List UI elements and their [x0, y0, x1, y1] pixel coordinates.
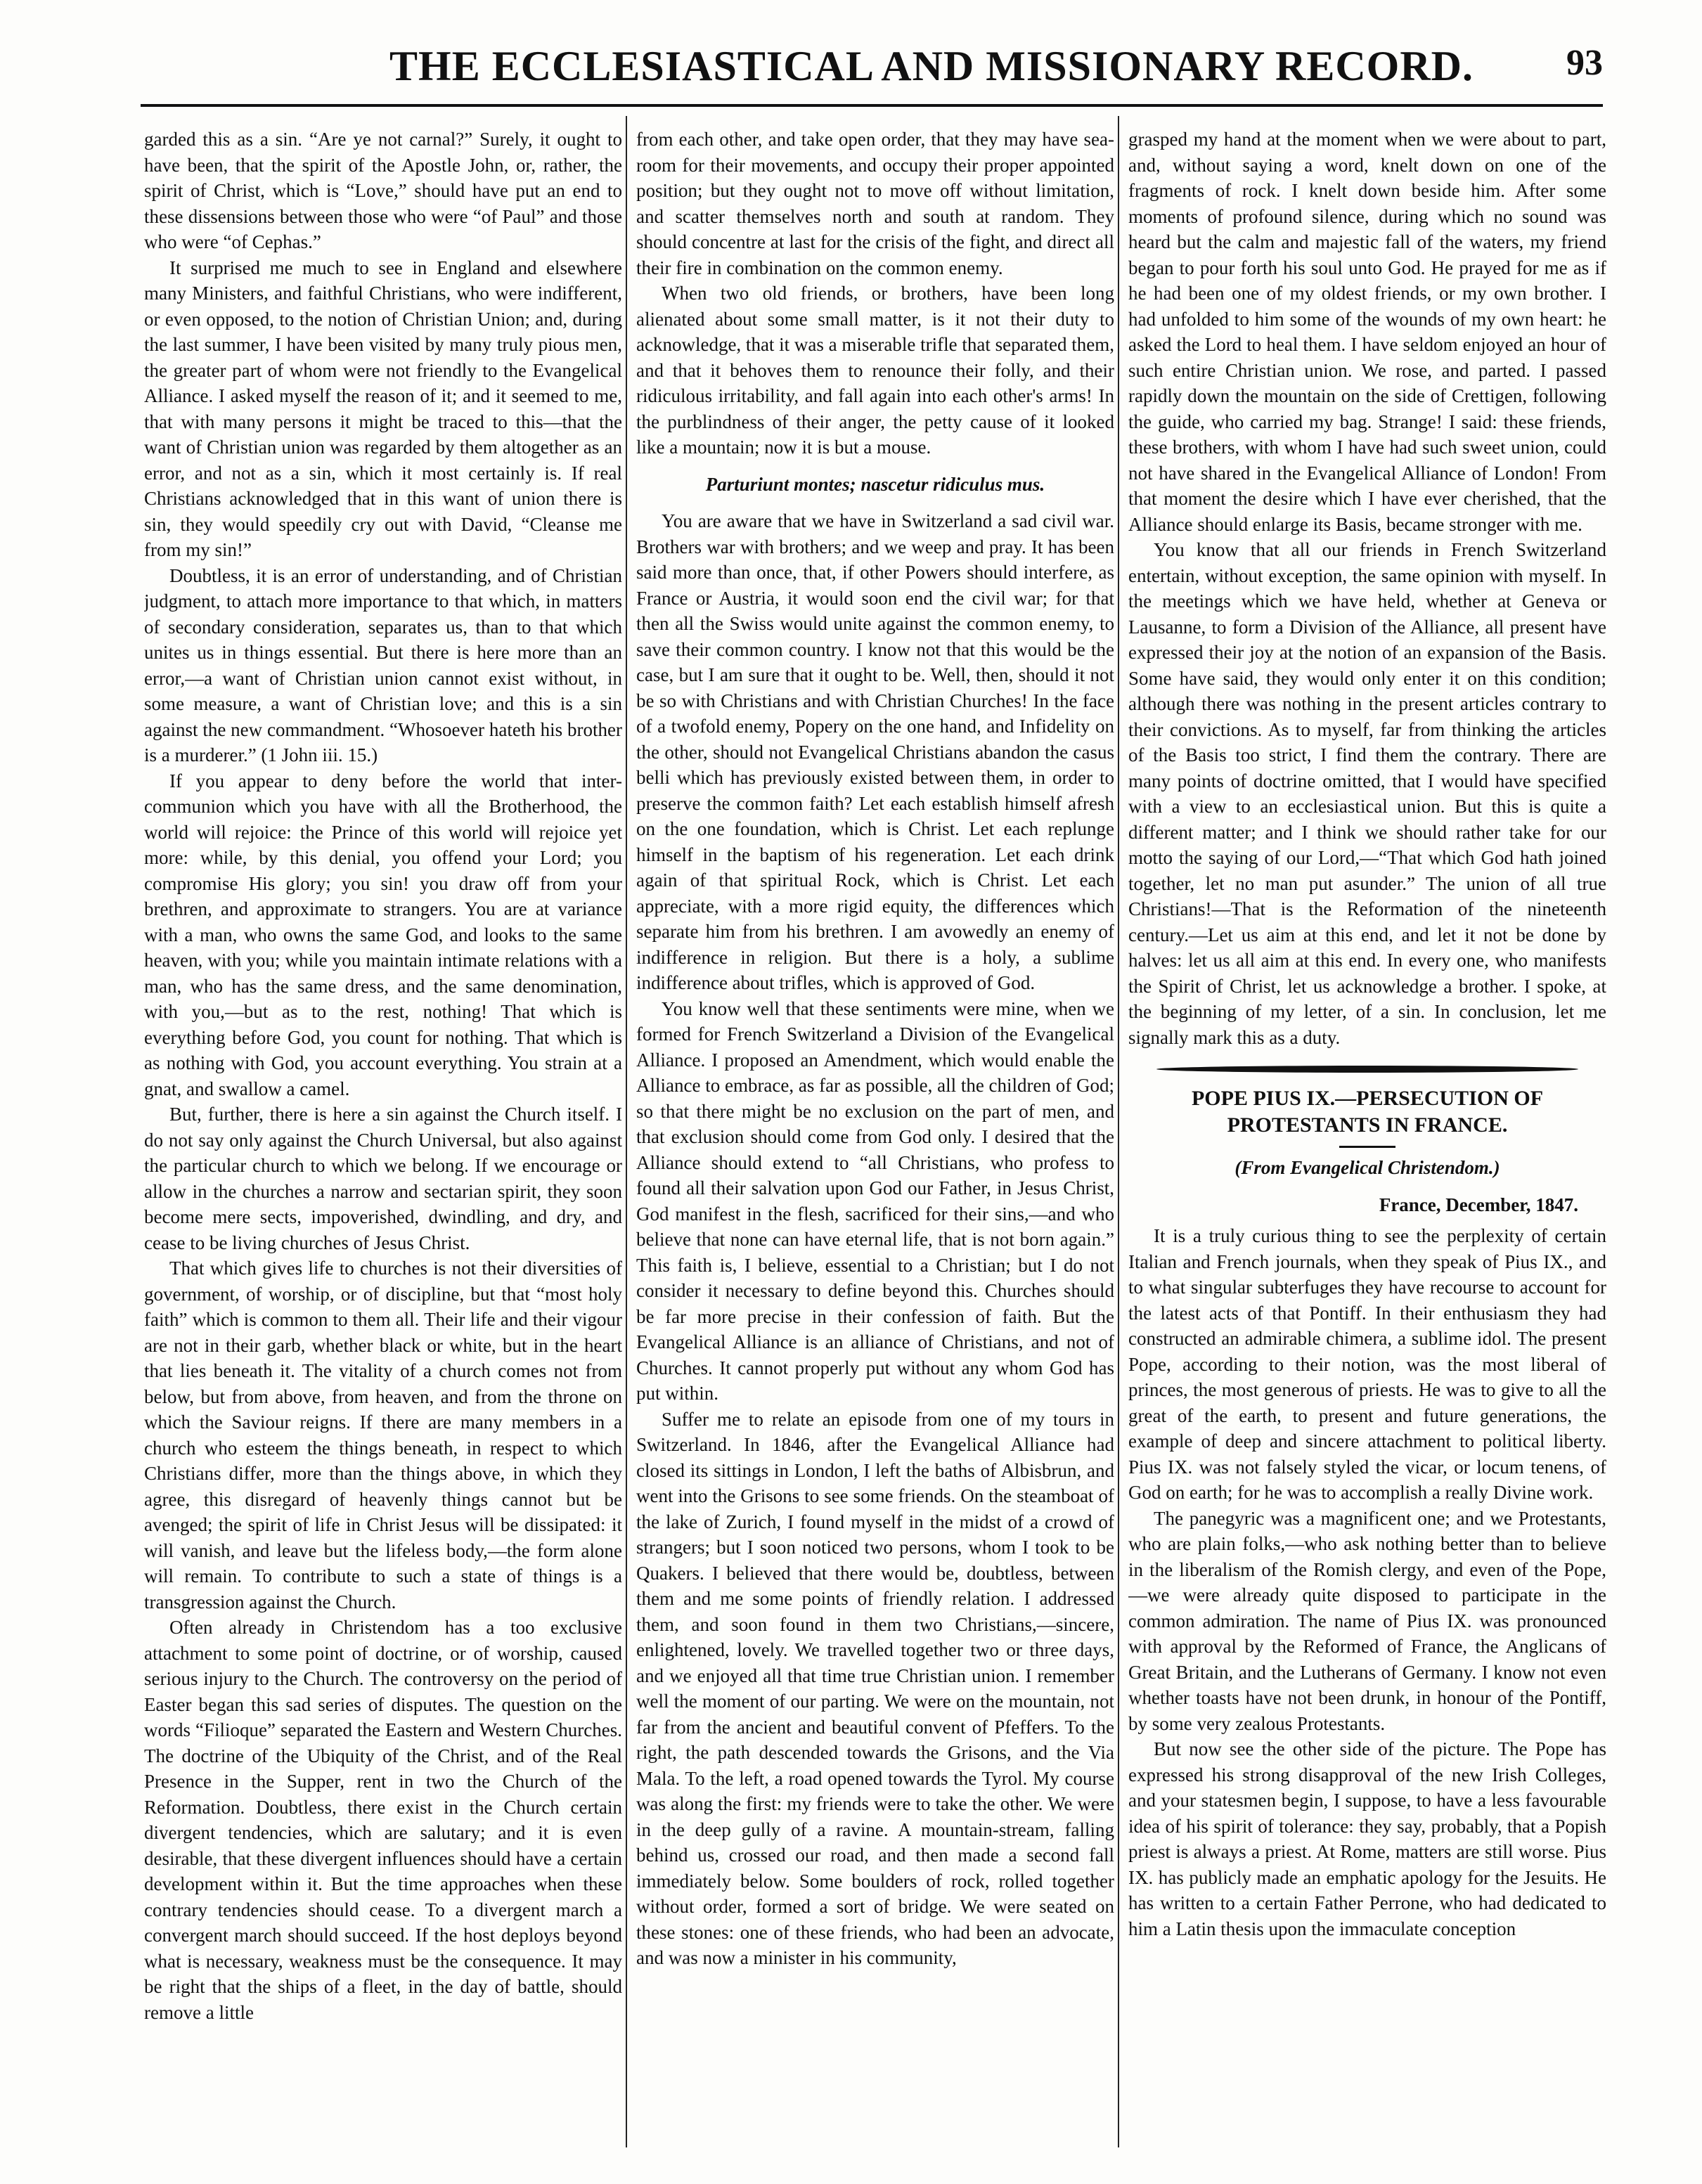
paragraph: It surprised me much to see in England and elsewhere many Ministers, and faithful Christians, who were indifferent, or even opposed, to the notion of Christian Union; and, during the last summer, I have been visited by many truly pious men, the greater part of whom were not friendly to the Evangelical Alliance. I asked myself the reason of it; and it seemed to me, that with many persons it might be traced to this—that the want of Christian union was regarded by them altogether as an error, and not as a sin, which it most certainly is. If real Christians acknowledged that in this want of union there is sin, they would speedily cry out with David, “Cleanse me from my sin!”: [144, 257, 622, 560]
paragraph: Often already in Christendom has a too exclusive attachment to some point of doctrine, or of worship, caused serious injury to the Church. The controversy on the period of Easter began this sad series of disputes. The question on the words “Filioque” separated the Eastern and Western Churches. The doctrine of the Ubiquity of the Christ, and of the Real Presence in the Supper, rent in two the Church of the Reformation. Doubtless, there exist in the Church certain divergent tendencies, which are salutary; and it is even desirable, that these divergent influences should have a certain development within it. But the time approaches when these contrary tendencies should cease. To a divergent march a convergent march should succeed. If the host deploys beyond what is necessary, weakness must be the consequence. It may be right that the ships of a fleet, in the day of battle, should remove a little: [144, 1617, 622, 2023]
paragraph: You know well that these sentiments were mine, when we formed for French Switzerland a Division of the Evangelical Alliance. I proposed an Amendment, which would enable the Alliance to embrace, as far as possible, all the children of God; so that there might be no exclusion on the part of men, and that exclusion should come from God only. I desired that the Alliance should extend to “all Christians, who profess to found all their salvation upon God our Father, in Jesus Christ, God manifest in the flesh, sacrificed for their sins,—and who believe that none can have eternal life, that is not born again.” This faith is, I believe, essential to a Christian; but I do not consider it necessary to define beyond this. Churches should be far more precise in their confession of faith. But the Evangelical Alliance is an alliance of Christians, and not of Churches. It cannot properly put without any whom God has put within.: [636, 997, 1114, 1404]
paragraph: Doubtless, it is an error of understanding, and of Christian judgment, to attach more importance to that which, in matters of secondary consideration, separates us, than to that which unites us in things essential. But there is here more than an error,—a want of Christian union cannot exist without, in some measure, a want of Christian love; and this is a sin against the new commandment. “Whosoever hateth his brother is a murderer.” (1 John iii. 15.): [144, 564, 622, 765]
page-number: 93: [1566, 43, 1603, 83]
paragraph: The panegyric was a magnificent one; and we Protestants, who are plain folks,—who ask nothing better than to believe in the liberalism of the Romish clergy, and even of the Pope,—we were already quite disposed to participate in the common admiration. The name of Pius IX. was pronounced with approval by the Reformed of France, the Anglicans of Great Britain, and the Lutherans of Germany. I know not even whether toasts have not been drunk, in honour of the Pontiff, by some very zealous Protestants.: [1128, 1507, 1606, 1734]
column-1: [144, 127, 622, 2151]
column-3: [1128, 127, 1606, 2151]
paragraph: You are aware that we have in Switzerland a sad civil war. Brothers war with brothers; and we weep and pray. It has been said more than once, that, if other Powers should interfere, as France or Austria, it would soon end the civil war; for that then all the Swiss would unite against the common enemy, to save their common country. I know not that this would be the case, but I am sure that it ought to be. Well, then, should it not be so with Christians and with Christian Churches! In the face of a twofold enemy, Popery on the one hand, and Infidelity on the other, should not Evangelical Christians abandon the casus belli which has previously existed between them, in order to preserve the common faith? Let each establish himself afresh on the one foundation, which is Christ. Let each replunge himself in the baptism of his regeneration. Let each drink again of that spiritual Rock, which is Christ. Let each appreciate, with a more rigid equity, the differences which separate him from his brethren. I am avowedly an enemy of indifference in religion. But there is a holy, a sublime indifference about trifles, which is approved of God.: [636, 510, 1114, 993]
paragraph: Suffer me to relate an episode from one of my tours in Switzerland. In 1846, after the Evangelical Alliance had closed its sittings in London, I left the baths of Albisbrun, and went into the Grisons to see some friends. On the steamboat of the lake of Zurich, I found myself in the midst of a crowd of strangers; but I soon noticed two persons, whom I took to be Quakers. I believed that there would be, doubtless, between them and me some points of friendly relation. I addressed them, and soon found in them two Christians,—sincere, enlightened, lovely. We travelled together two or three days, and we enjoyed all that time true Christian union. I remember well the moment of our parting. We were on the mountain, not far from the ancient and beautiful convent of Pfeffers. To the right, the path descended towards the Grisons, and the Via Mala. To the left, a road opened towards the Tyrol. My course was along the first: my friends were to take the other. We were in the deep gully of a ravine. A mountain-stream, falling behind us, crossed our road, and then made a second fall immediately below. Some boulders of rock, rolled together without order, formed a sort of bridge. We were seated on these stones: one of these friends, who had been an advocate, and was now a minister in his community,: [636, 1408, 1114, 1968]
paragraph: from each other, and take open order, that they may have sea-room for their movements, and occupy their proper appointed position; but they ought not to move off without limitation, and scatter themselves north and south at random. They should concentre at last for the crisis of the fight, and direct all their fire in combination on the common enemy.: [636, 129, 1114, 278]
article-title: POPE PIUS IX.—PERSECUTION OF PROTESTANTS IN FRANCE.: [1191, 1087, 1544, 1137]
paragraph: garded this as a sin. “Are ye not carnal?” Surely, it ought to have been, that the spirit of the Apostle John, or, rather, the spirit of Christ, which is “Love,” should have put an end to these dissensions between those who were “of Paul” and those who were “of Cephas.”: [144, 129, 622, 252]
journal-title: THE ECCLESIASTICAL AND MISSIONARY RECORD.: [389, 43, 1474, 89]
paragraph: You know that all our friends in French Switzerland entertain, without exception, the same opinion with myself. In the meetings which we have held, whether at Geneva or Lausanne, to form a Division of the Alliance, all present have expressed their joy at the notion of an expansion of the Basis. Some have said, they would only enter it on this condition; although there was nothing in the present articles contrary to their convictions. As to myself, far from thinking the articles of the Basis too strict, I find them the contrary. There are many points of doctrine omitted, that I would have specified with a view to an ecclesiastical union. But this is quite a different matter; and I think we should rather take for our motto the saying of our Lord,—“That which God hath joined together, let no man put asunder.” The union of all true Christians!—That is the Reformation of the nineteenth century.—Let us aim at this end, and let it not be done by halves: let us all aim at this end. In every one, who manifests the Spirit of Christ, let us acknowledge a brother. I spoke, at the beginning of my letter, of a sin. In conclusion, let me signally mark this as a duty.: [1128, 539, 1606, 1048]
running-head: [141, 42, 1603, 112]
column-divider: [1118, 116, 1119, 2147]
paragraph: If you appear to deny before the world that inter-communion which you have with all the Brotherhood, the world will rejoice: the Prince of this world will rejoice yet more: while, by this denial, you offend your Lord; you compromise His glory; you sin! you draw off from your brethren, and approximate to strangers. You are at variance with a man, who owns the same God, and looks to the same heaven, with you; while you maintain intimate relations with a man, who has the same dress, and the same denomination, with you,—but as to the rest, nothing! That which is everything before God, you count for nothing. That which is as nothing with God, you account everything. You strain at a gnat, and swallow a camel.: [144, 770, 622, 1099]
latin-motto: Parturiunt montes; nascetur ridiculus mus.: [705, 473, 1045, 495]
paragraph: grasped my hand at the moment when we were about to part, and, without saying a word, knelt down on one of the fragments of rock. I knelt down beside him. After some moments of profound silence, during which no sound was heard but the calm and majestic fall of the waters, my friend began to pour forth his soul unto God. He prayed for me as if he had been one of my oldest friends, or my own brother. I had unfolded to him some of the wounds of my own heart: he asked the Lord to heal them. I have seldom enjoyed an hour of such entire Christian union. We rose, and parted. I passed rapidly down the mountain on the side of Crettigen, following the guide, who carried my bag. Strange! I said: these friends, these brothers, with whom I have had such sweet union, could not have shared in the Evangelical Alliance of London! From that moment the desire which I have ever cherished, that the Alliance should enlarge its Basis, became stronger with me.: [1128, 129, 1606, 535]
title-rule: [1339, 1146, 1395, 1148]
paragraph: It is a truly curious thing to see the perplexity of certain Italian and French journals, when they speak of Pius IX., and to what singular subterfuges they have recourse to account for the latest acts of that Pontiff. In their enthusiasm they had constructed an admirable chimera, a sublime idol. The present Pope, according to their notion, was the most liberal of princes, the most generous of priests. He was to give to all the great of the earth, to present and future generations, the example of deep and sincere attachment to political liberty. Pius IX. was not falsely styled the vicar, or locum tenens, of God on earth; for he was to accomplish a really Divine work.: [1128, 1225, 1606, 1503]
paragraph: When two old friends, or brothers, have been long alienated about some small matter, is it not their duty to acknowledge, that it was a miserable trifle that separated them, and that it behoves them to renounce their folly, and their ridiculous irritability, and fall again into each other's arms! In the purblindness of their anger, the petty cause of it looked like a mountain; now it is but a mouse.: [636, 283, 1114, 458]
column-2: [636, 127, 1114, 2151]
column-divider: [626, 116, 627, 2147]
article-source: (From Evangelical Christendom.): [1234, 1157, 1500, 1178]
paragraph: That which gives life to churches is not their diversities of government, of worship, or of discipline, but that “most holy faith” which is common to them all. Their life and their vigour are not in their garb, whether black or white, but in the heart that lies beneath it. The vitality of a church comes not from below, but from above, from heaven, and from the throne on which the Saviour reigns. If there are many members in a church who esteem the things beneath, in respect to which Christians differ, more than the things above, in which they agree, this disregard of heavenly things cannot but be avenged; the spirit of life in Christ Jesus will be dissipated: it will vanish, and leave but the lifeless body,—the form alone will remain. To contribute to such a state of things is a transgression against the Church.: [144, 1258, 622, 1613]
paragraph: But, further, there is here a sin against the Church itself. I do not say only against the Church Universal, but also against the particular church to which we belong. If we encourage or allow in the churches a narrow and sectarian spirit, they soon become mere sects, impoverished, dwindling, and dry, and cease to be living churches of Jesus Christ.: [144, 1104, 622, 1253]
paragraph: But now see the other side of the picture. The Pope has expressed his strong disapproval of the new Irish Colleges, and your statesmen begin, I suppose, to have a less favourable idea of his spirit of tolerance: they say, probably, that a Popish priest is always a priest. At Rome, matters are still worse. Pius IX. has publicly made an emphatic apology for the Jesuits. He has written to a certain Father Perrone, who had dedicated to him a Latin thesis upon the immaculate conception: [1128, 1738, 1606, 1939]
dateline: France, December, 1847.: [1379, 1194, 1578, 1215]
header-rule: [141, 104, 1603, 107]
section-divider: [1156, 1066, 1578, 1073]
